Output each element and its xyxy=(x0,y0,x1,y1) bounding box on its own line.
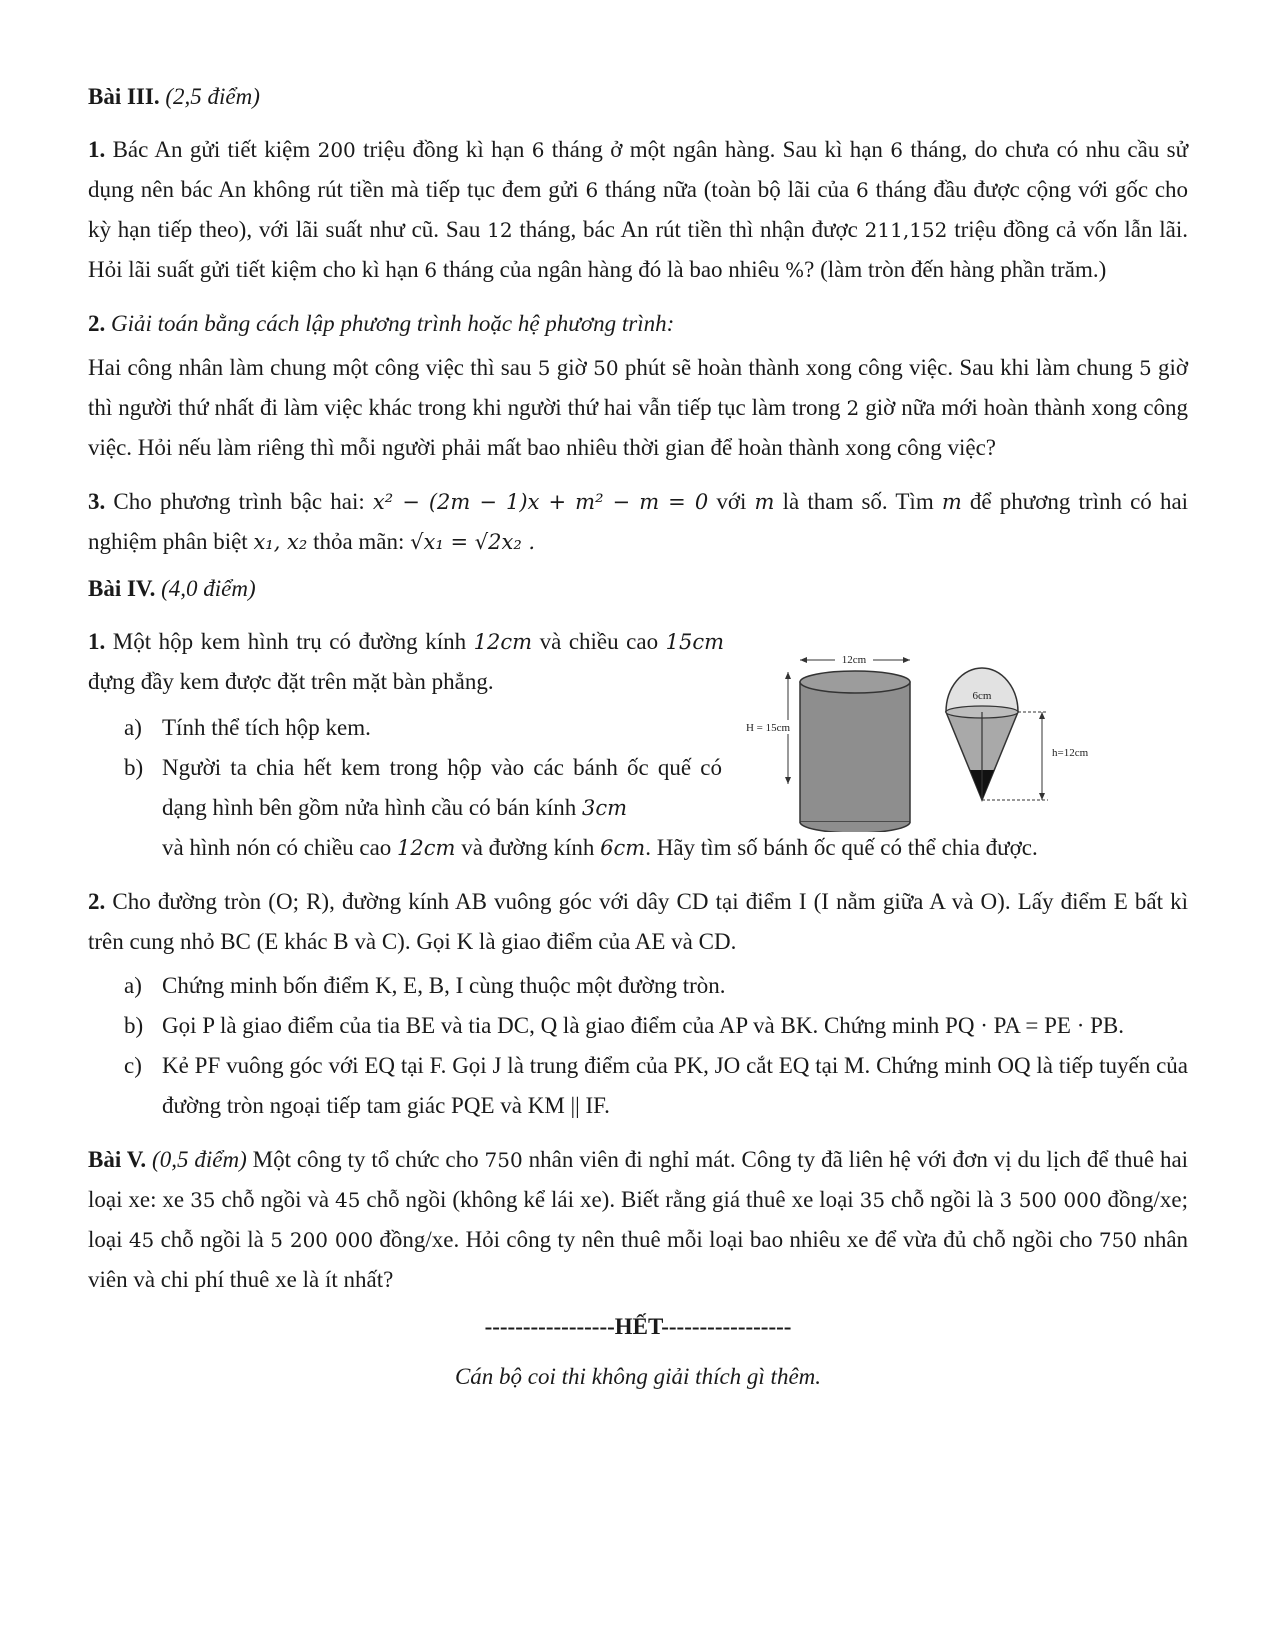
section-heading xyxy=(88,84,1188,110)
section-points: (4,0 điểm) xyxy=(161,576,256,601)
ice-cream-figure xyxy=(740,652,1120,832)
question-paragraph: Bài V. (0,5 điểm) Một công ty tổ chức cho 750 nhân viên đi nghỉ mát. Công ty đã liên hệ với đơn vị du lịch để thuê hai loại xe: xe 35 chỗ ngồi và 45 chỗ ngồi (không kể lái xe). Biết rằng giá thuê xe loại 35 chỗ ngồi là 3 500 000 đồng/xe; loại 45 chỗ ngồi là 5 200 000 đồng/xe. Hỏi công ty nên thuê mỗi loại bao nhiêu xe để vừa đủ chỗ ngồi cho 750 nhân viên và chi phí thuê xe là ít nhất? xyxy=(88,1147,1189,1292)
section-title: Bài V. xyxy=(88,1147,147,1172)
section-points: (2,5 điểm) xyxy=(165,84,260,109)
question-paragraph: Hai công nhân làm chung một công việc thì sau 5 giờ 50 phút sẽ hoàn thành xong công việc. Sau khi làm chung 5 giờ thì người thứ nhất đi làm việc khác trong khi người thứ hai vẫn tiếp tục làm trong 2 giờ nữa mới hoàn thành xong công việc. Hỏi nếu làm riêng thì mỗi người phải mất bao nhiêu thời gian để hoàn thành xong công việc? xyxy=(88,355,1189,460)
cylinder-shape xyxy=(800,671,910,832)
question-heading: 2. Giải toán bằng cách lập phương trình hoặc hệ phương trình: xyxy=(88,311,675,336)
question-with-figure xyxy=(88,622,1188,868)
cylinder-height-label: H = 15cm xyxy=(745,722,791,734)
sub-question-list xyxy=(124,966,1188,1126)
cone-height-label: h=12cm xyxy=(1052,747,1089,759)
footer-note: Cán bộ coi thi không giải thích gì thêm. xyxy=(454,1364,822,1389)
section-points: (0,5 điểm) xyxy=(152,1147,247,1172)
section-title: Bài III. xyxy=(88,84,160,109)
question-paragraph: 1. Một hộp kem hình trụ có đường kính 12cm và chiều cao 15cm đựng đầy kem được đặt trên mặt bàn phẳng. xyxy=(88,629,725,694)
sub-question: a) Tính thể tích hộp kem. xyxy=(124,715,371,740)
question-paragraph: 2. Cho đường tròn (O; R), đường kính AB vuông góc với dây CD tại điểm I (I nằm giữa A và O). Lấy điểm E bất kì trên cung nhỏ BC (E khác B và C). Gọi K là giao điểm của AE và CD. xyxy=(88,889,1188,954)
question-paragraph: 1. Bác An gửi tiết kiệm 200 triệu đồng kì hạn 6 tháng ở một ngân hàng. Sau kì hạn 6 tháng, do chưa có nhu cầu sử dụng nên bác An không rút tiền mà tiếp tục đem gửi 6 tháng nữa (toàn bộ lãi của 6 tháng đầu được cộng với gốc cho kỳ hạn tiếp theo), với lãi suất như cũ. Sau 12 tháng, bác An rút tiền thì nhận được 211,152 triệu đồng cả vốn lẫn lãi. Hỏi lãi suất gửi tiết kiệm cho kì hạn 6 tháng của ngân hàng đó là bao nhiêu %? (làm tròn đến hàng phần trăm.) xyxy=(88,137,1189,282)
condition-equation: √x₁ = √2x₂ . xyxy=(410,530,536,554)
cone-shape xyxy=(946,668,1018,800)
equation: x² − (2m − 1)x + m² − m = 0 xyxy=(372,490,709,514)
question-paragraph: 3. Cho phương trình bậc hai: x² − (2m − 1)x + m² − m = 0 với m là tham số. Tìm m để phương trình có hai nghiệm phân biệt x₁, x₂ thỏa mãn: √x₁ = √2x₂ . xyxy=(88,489,1189,554)
sub-question: c) Kẻ PF vuông góc với EQ tại F. Gọi J là trung điểm của PK, JO cắt EQ tại M. Chứng minh OQ là tiếp tuyến của đường tròn ngoại tiếp tam giác PQE và KM || IF. xyxy=(124,1053,1188,1118)
section-title: Bài IV. xyxy=(88,576,156,601)
sub-question: b) Người ta chia hết kem trong hộp vào các bánh ốc quế có dạng hình bên gồm nửa hình cầu có bán kính 3cm và hình nón có chiều cao 12cm và đường kính 6cm. Hãy tìm số bánh ốc quế có thể chia được. xyxy=(124,755,1038,860)
end-marker: -----------------HẾT----------------- xyxy=(484,1314,792,1339)
sub-question: b) Gọi P là giao điểm của tia BE và tia DC, Q là giao điểm của AP và BK. Chứng minh PQ · PA = PE · PB. xyxy=(124,1013,1124,1038)
cone-diameter-label: 6cm xyxy=(972,690,992,702)
sub-question: a) Chứng minh bốn điểm K, E, B, I cùng thuộc một đường tròn. xyxy=(124,973,726,998)
exam-page xyxy=(88,84,1188,1390)
section-heading xyxy=(88,576,1188,602)
cylinder-diameter-label: 12cm xyxy=(841,654,867,666)
